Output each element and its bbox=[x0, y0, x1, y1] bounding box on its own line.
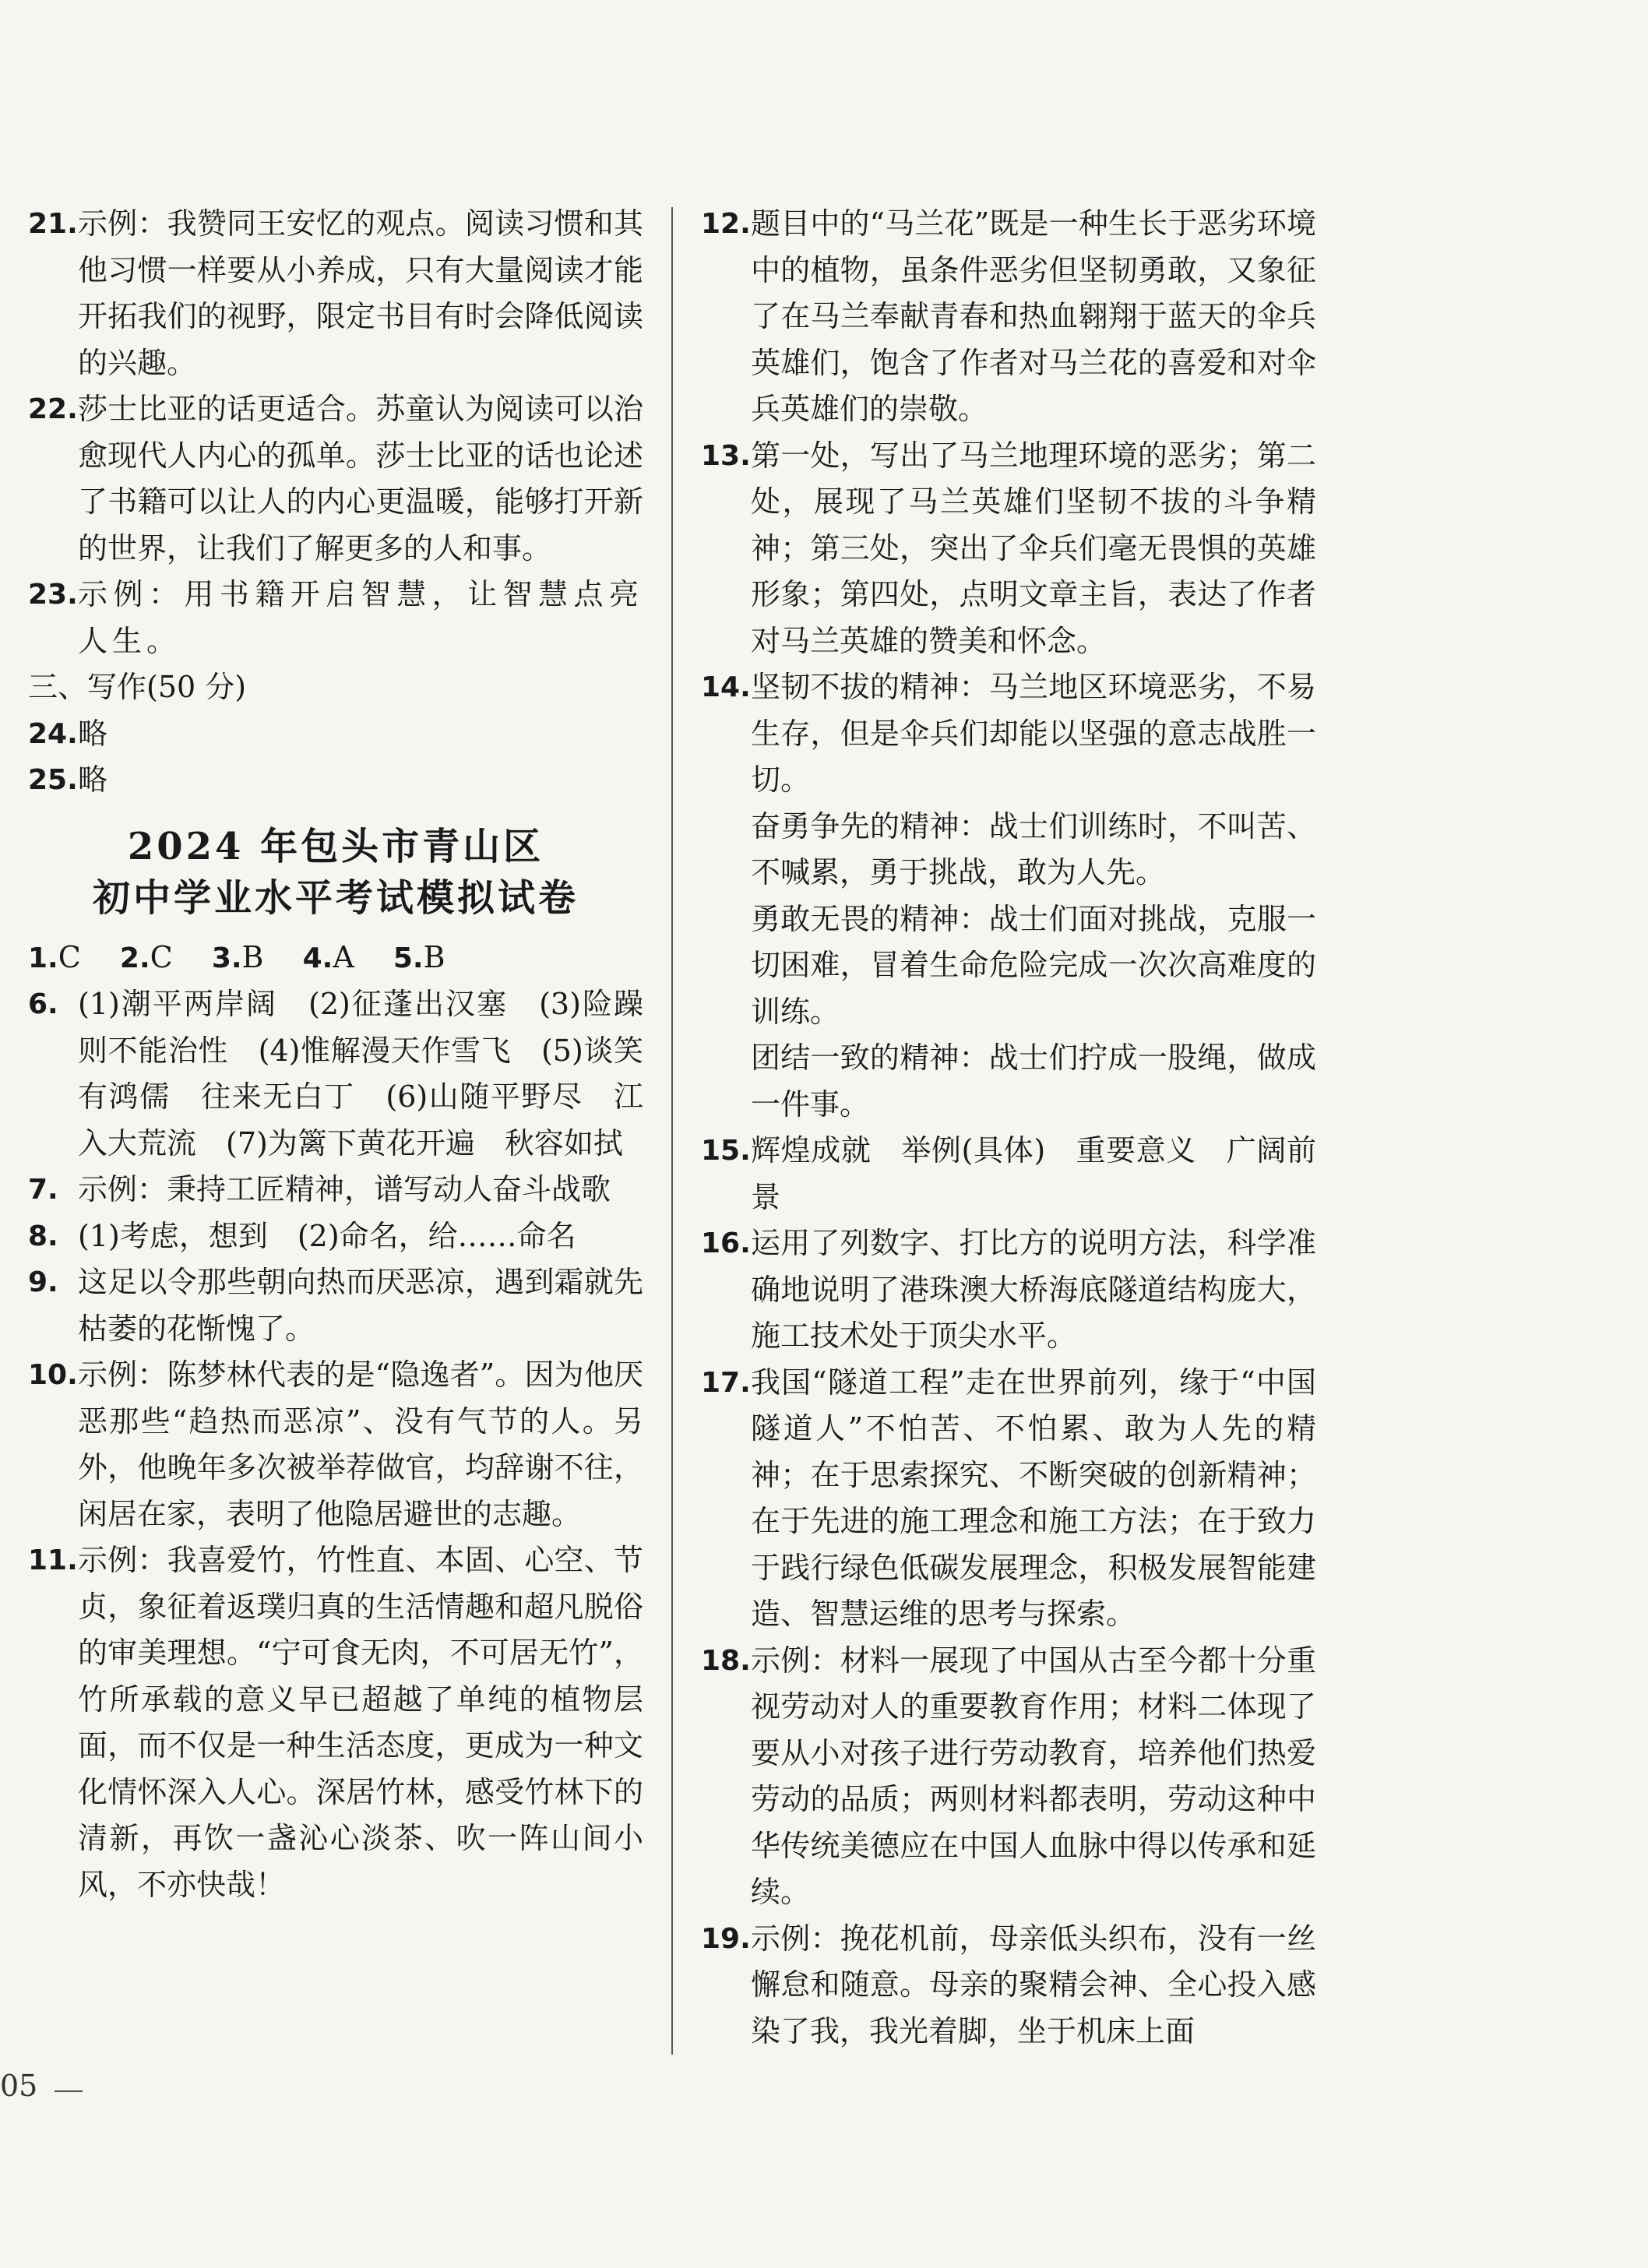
answer-item-7 bbox=[28, 1167, 643, 1213]
page-number-rule bbox=[55, 2090, 83, 2092]
answer-item-21 bbox=[28, 201, 643, 386]
mc-answer-1: 1.C bbox=[28, 939, 81, 974]
item-number: 10. bbox=[28, 1359, 78, 1391]
item-number: 18. bbox=[701, 1644, 751, 1677]
item-text: 运用了列数字、打比方的说明方法，科学准确地说明了港珠澳大桥海底隧道结构庞大，施工技术处于顶尖水平。 bbox=[751, 1226, 1316, 1353]
item-number: 24. bbox=[28, 717, 78, 750]
item-text: 略 bbox=[78, 716, 108, 751]
answer-item-24 bbox=[28, 711, 643, 758]
answer-item-16 bbox=[701, 1220, 1316, 1360]
item-number: 16. bbox=[701, 1227, 751, 1259]
item-number: 12. bbox=[701, 208, 751, 240]
mc-answer-3: 3.B bbox=[211, 939, 264, 974]
item-text: 题目中的“马兰花”既是一种生长于恶劣环境中的植物，虽条件恶劣但坚韧勇敢，又象征了在马兰奉献青春和热血翱翔于蓝天的伞兵英雄们，饱含了作者对马兰花的喜爱和对伞兵英雄们的崇敬。 bbox=[751, 206, 1316, 426]
item-text: 示例：秉持工匠精神，谱写动人奋斗战歌 bbox=[78, 1172, 611, 1206]
answer-item-17 bbox=[701, 1360, 1316, 1638]
left-column bbox=[28, 201, 643, 1908]
answer-item-8 bbox=[28, 1213, 643, 1260]
item-text: 莎士比亚的话更适合。苏童认为阅读可以治愈现代人内心的孤单。莎士比亚的话也论述了书籍可以让人的内心更温暖，能够打开新的世界，让我们了解更多的人和事。 bbox=[78, 392, 643, 565]
exam-title-line-2: 初中学业水平考试模拟试卷 bbox=[92, 875, 579, 920]
item-text: 示例：陈梦林代表的是“隐逸者”。因为他厌恶那些“趋热而恶凉”、没有气节的人。另外，他晚年多次被举荐做官，均辞谢不往，闲居在家，表明了他隐居避世的志趣。 bbox=[78, 1358, 643, 1531]
item-text: 第一处，写出了马兰地理环境的恶劣；第二处，展现了马兰英雄们坚韧不拔的斗争精神；第三处，突出了伞兵们毫无畏惧的英雄形象；第四处，点明文章主旨，表达了作者对马兰英雄的赞美和怀念。 bbox=[751, 438, 1316, 658]
answer-item-9 bbox=[28, 1259, 643, 1352]
item-text: 辉煌成就 举例(具体) 重要意义 广阔前景 bbox=[751, 1133, 1316, 1214]
exam-title-line-1: 2024 年包头市青山区 bbox=[127, 824, 544, 868]
answer-item-23 bbox=[28, 572, 643, 664]
answer-item-19 bbox=[701, 1916, 1316, 2055]
answer-item-18 bbox=[701, 1638, 1316, 1916]
answer-14-paragraph-2: 奋勇争先的精神：战士们训练时，不叫苦、不喊累，勇于挑战，敢为人先。 bbox=[751, 808, 1316, 889]
item-text: 坚韧不拔的精神：马兰地区环境恶劣，不易生存，但是伞兵们却能以坚强的意志战胜一切。 bbox=[751, 670, 1316, 797]
item-text: 略 bbox=[78, 762, 108, 797]
column-divider bbox=[671, 207, 673, 2055]
item-number: 7. bbox=[28, 1174, 58, 1206]
item-number: 22. bbox=[28, 393, 78, 425]
item-text: (1)潮平两岸阔 (2)征蓬出汉塞 (3)险躁则不能治性 (4)惟解漫天作雪飞 (5)谈笑有鸿儒 往来无白丁 (6)山随平野尽 江入大荒流 (7)为篱下黄花开遍 秋容如拭 bbox=[78, 987, 643, 1160]
item-number: 9. bbox=[28, 1266, 58, 1298]
answer-item-11 bbox=[28, 1537, 643, 1908]
item-text: 示例：挽花机前，母亲低头织布，没有一丝懈怠和随意。母亲的聚精会神、全心投入感染了我，我光着脚，坐于机床上面 bbox=[751, 1921, 1316, 2048]
item-number: 6. bbox=[28, 988, 58, 1020]
answer-item-12 bbox=[701, 201, 1316, 433]
right-column bbox=[701, 201, 1316, 2055]
item-text: 示例：材料一展现了中国从古至今都十分重视劳动对人的重要教育作用；材料二体现了要从小对孩子进行劳动教育，培养他们热爱劳动的品质；两则材料都表明，劳动这种中华传统美德应在中国人血脉中得以传承和延续。 bbox=[751, 1643, 1316, 1909]
item-number: 25. bbox=[28, 764, 78, 796]
mc-answer-5: 5.B bbox=[393, 939, 445, 974]
item-number: 17. bbox=[701, 1366, 751, 1399]
item-number: 11. bbox=[28, 1544, 78, 1576]
item-number: 21. bbox=[28, 208, 78, 240]
answer-item-13 bbox=[701, 433, 1316, 665]
answer-item-14 bbox=[701, 664, 1316, 804]
answer-item-15 bbox=[701, 1128, 1316, 1220]
mc-answer-2: 2.C bbox=[119, 939, 173, 974]
answer-item-10 bbox=[28, 1352, 643, 1537]
item-text: 我国“隧道工程”走在世界前列，缘于“中国隧道人”不怕苦、不怕累、敢为人先的精神；在于思索探究、不断突破的创新精神；在于先进的施工理念和施工方法；在于致力于践行绿色低碳发展理念，积极发展智能建造、智慧运维的思考与探索。 bbox=[751, 1365, 1316, 1631]
section-heading-writing: 三、写作(50 分) bbox=[28, 670, 247, 704]
answer-item-22 bbox=[28, 386, 643, 572]
multiple-choice-answers bbox=[28, 935, 643, 982]
item-text: 示例：我喜爱竹，竹性直、本固、心空、节贞，象征着返璞归真的生活情趣和超凡脱俗的审美理想。“宁可食无肉，不可居无竹”，竹所承载的意义早已超越了单纯的植物层面，而不仅是一种生活态度，更成为一种文化情怀深入人心。深居竹林，感受竹林下的清新，再饮一盏沁心淡茶、吹一阵山间小风，不亦快哉！ bbox=[78, 1543, 643, 1902]
answer-item-25 bbox=[28, 757, 643, 804]
page-number: 05 bbox=[0, 2069, 38, 2103]
item-number: 8. bbox=[28, 1220, 58, 1252]
item-text: (1)考虑，想到 (2)命名，给……命名 bbox=[78, 1218, 576, 1253]
answer-14-paragraph-4: 团结一致的精神：战士们拧成一股绳，做成一件事。 bbox=[751, 1041, 1316, 1122]
item-number: 23. bbox=[28, 579, 78, 611]
item-number: 19. bbox=[701, 1922, 751, 1955]
item-text: 示例：用书籍开启智慧，让智慧点亮人生。 bbox=[78, 577, 643, 658]
item-number: 15. bbox=[701, 1135, 751, 1167]
mc-answer-4: 4.A bbox=[302, 939, 354, 974]
item-text: 示例：我赞同王安忆的观点。阅读习惯和其他习惯一样要从小养成，只有大量阅读才能开拓我们的视野，限定书目有时会降低阅读的兴趣。 bbox=[78, 206, 643, 380]
item-number: 13. bbox=[701, 439, 751, 472]
item-text: 这足以令那些朝向热而厌恶凉，遇到霜就先枯萎的花惭愧了。 bbox=[78, 1265, 643, 1346]
item-number: 14. bbox=[701, 671, 751, 703]
answer-item-6 bbox=[28, 981, 643, 1167]
answer-14-paragraph-3: 勇敢无畏的精神：战士们面对挑战，克服一切困难，冒着生命危险完成一次次高难度的训练。 bbox=[751, 901, 1316, 1029]
